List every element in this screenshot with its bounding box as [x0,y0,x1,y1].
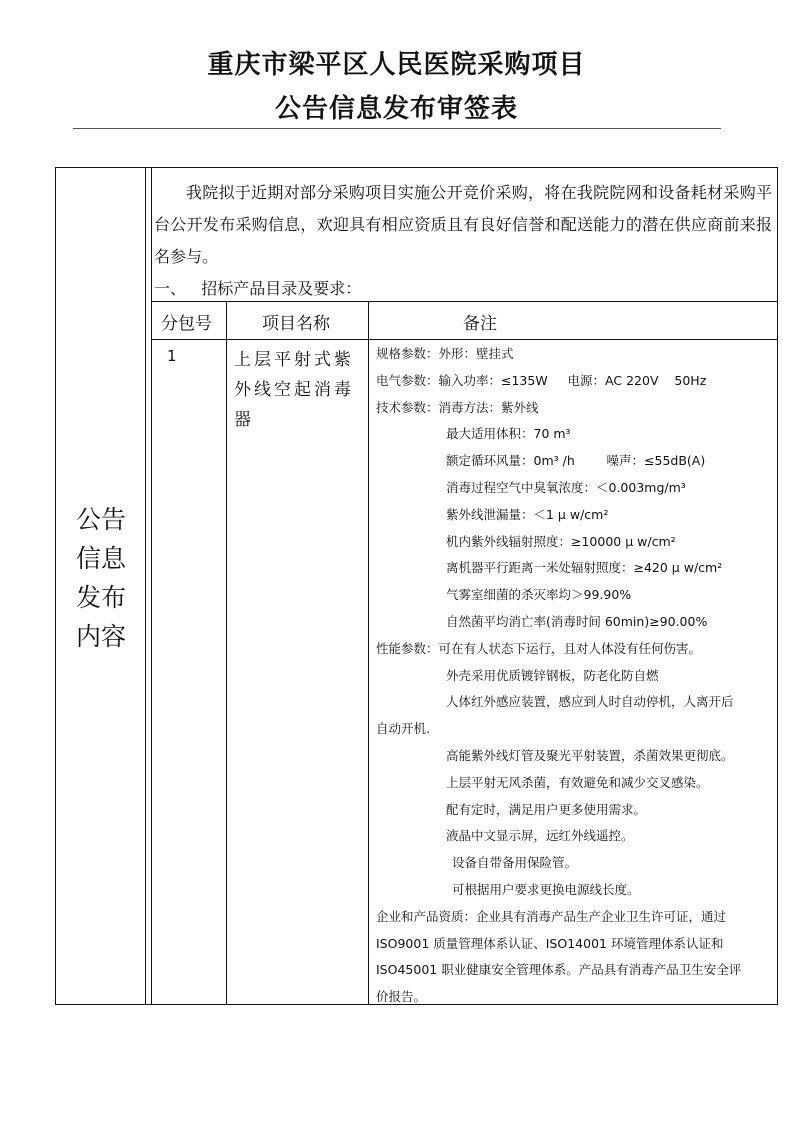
column-divider [145,167,146,1005]
title-divider [73,128,721,129]
note-line: 性能参数：可在有人状态下运行，且对人体没有任何伤害。 [376,640,702,656]
side-label-line: 信息 [75,544,126,573]
note-line: 电气参数：输入功率：≤135W 电源：AC 220V 50Hz [376,372,707,388]
note-line: ISO45001 职业健康安全管理体系。产品具有消毒产品卫生安全评 [376,962,742,978]
note-line: 自然菌平均消亡率(消毒时间 60min)≥90.00% [446,613,708,629]
note-line: 额定循环风量：0m³ /h 噪声：≤55dB(A) [446,453,706,469]
note-line: 机内紫外线辐射照度：≥10000 μ w/cm² [446,533,676,549]
column-divider [151,167,152,1005]
header-package-no: 分包号 [161,314,212,334]
note-line: 离机器平行距离一米处辐射照度：≥420 μ w/cm² [446,560,723,576]
side-label-line: 内容 [75,622,126,651]
cell-notes [376,341,776,1011]
note-line: 价报告。 [376,989,427,1005]
intro-paragraph: 我院拟于近期对部分采购项目实施公开竞价采购，将在我院院网和设备耗材采购平台公开发布采购信息，欢迎具有相应资质且有良好信誉和配送能力的潜在供应商前来报名参与。 [154,183,772,266]
announcement-intro [154,177,772,305]
note-line: 外壳采用优质镀锌钢板，防老化防自燃 [446,667,659,683]
product-table-column-divider [226,301,227,1005]
product-table-top-border [151,301,778,302]
note-line: 液晶中文显示屏，远红外线遥控。 [446,828,634,844]
note-line: 消毒过程空气中臭氧浓度：＜0.003mg/m³ [446,479,686,495]
note-line: 高能紫外线灯管及聚光平射装置，杀菌效果更彻底。 [446,747,734,763]
note-line: 人体红外感应装置，感应到人时自动停机，人离开后 [446,694,734,710]
side-label-line: 公告 [75,505,126,534]
note-line: 紫外线泄漏量：＜1 μ w/cm² [446,506,609,522]
note-line: 气雾室细菌的杀灭率均＞99.90% [446,587,632,603]
note-line: 规格参数：外形：壁挂式 [376,346,514,361]
side-label [58,500,144,656]
note-line: 自动开机. [376,721,430,737]
document-title-line2: 公告信息发布审签表 [274,94,518,124]
note-line: 技术参数：消毒方法：紫外线 [376,399,539,415]
note-line: 上层平射无风杀菌，有效避免和减少交叉感染。 [446,774,709,790]
note-line: 企业和产品资质：企业具有消毒产品生产企业卫生许可证，通过 [376,908,727,924]
note-line: 配有定时，满足用户更多使用需求。 [446,801,647,817]
product-table-header-border [151,339,778,340]
cell-package-no: 1 [167,347,177,365]
document-title-line1: 重庆市梁平区人民医院采购项目 [207,50,586,80]
note-line: ISO9001 质量管理体系认证、ISO14001 环境管理体系认证和 [376,935,724,951]
note-line: 设备自带备用保险管。 [452,855,578,871]
header-item-name: 项目名称 [262,314,330,334]
note-line: 最大适用体积：70 m³ [446,426,571,442]
section-heading: 一、 招标产品目录及要求： [154,279,362,298]
note-line: 可根据用户要求更换电源线长度。 [452,881,640,897]
header-notes: 备注 [463,314,497,334]
side-label-line: 发布 [75,583,126,612]
cell-item-name: 上层平射式紫外线空起消毒器 [234,350,354,430]
product-table-column-divider [368,301,369,1005]
